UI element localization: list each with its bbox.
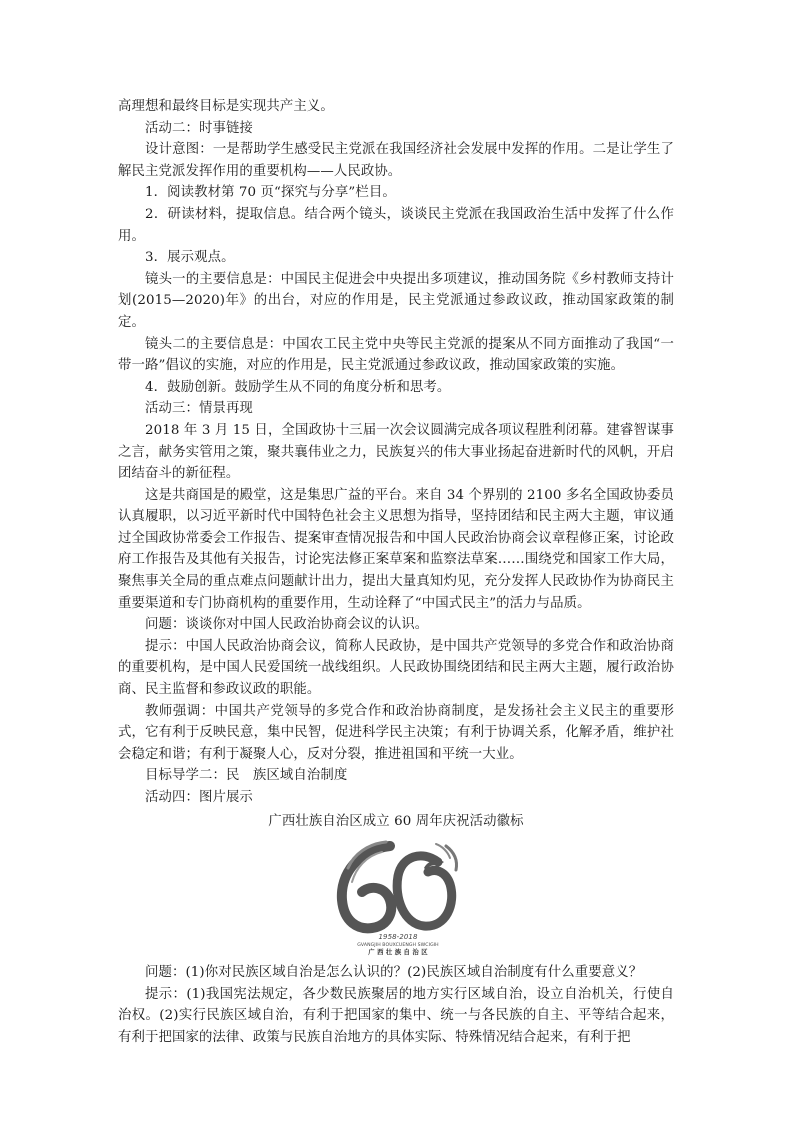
question: 问题：(1)你对民族区域自治是怎么认识的？(2)民族区域自治制度有什么重要意义？: [145, 965, 643, 981]
figure-caption: 广西壮族自治区成立 60 周年庆祝活动徽标: [268, 813, 524, 829]
logo-years: 1958-2018: [378, 933, 418, 942]
teacher-emphasis: 教师强调：中国共产党领导的多党合作和政治协商制度，是发扬社会主义民主的重要形式，它有利于反映民意，集中民智，促进科学民主决策；有利于协调关系，化解矛盾，维护社会稳定和谐；有利于凝聚人心，反对分裂，推进祖国和平统一大业。: [118, 703, 674, 762]
hint: 提示：中国人民政治协商会议，简称人民政协，是中国共产党领导的多党合作和政治协商的重要机构，是中国人民爱国统一战线组织。人民政协围绕团结和民主两大主题，履行政治协商、民主监督和参政议政的职能。: [118, 638, 674, 698]
paragraph: 2018 年 3 月 15 日，全国政协十三届一次会议圆满完成各项议程胜利闭幕。建睿智谋事之言，献务实管用之策，聚共襄伟业之力，民族复兴的伟大事业扬起奋进新时代的风帆，开启团结奋斗的新征程。: [118, 422, 674, 482]
activity-heading: 活动四：图片展示: [145, 790, 253, 805]
paragraph: 高理想和最终目标是实现共产主义。: [118, 99, 334, 114]
document-body: [118, 96, 674, 1049]
list-item: 1．阅读教材第 70 页“探究与分享”栏目。: [145, 185, 396, 201]
list-item: 2．研读材料，提取信息。结合两个镜头，谈谈民主党派在我国政治生活中发挥了什么作用。: [118, 206, 674, 244]
paragraph: 镜头一的主要信息是：中国民主促进会中央提出多项建议，推动国务院《乡村教师支持计划(2015—2020)年》的出台，对应的作用是，民主党派通过参政议政，推动国家政策的制定。: [118, 271, 674, 330]
question: 问题：谈谈你对中国人民政治协商会议的认识。: [145, 617, 429, 633]
section-heading: 目标导学二：民 族区域自治制度: [145, 768, 348, 784]
list-item: 4．鼓励创新。鼓励学生从不同的角度分析和思考。: [145, 379, 451, 395]
paragraph: 这是共商国是的殿堂，这是集思广益的平台。来自 34 个界别的 2100 多名全国政协委员认真履职，以习近平新时代中国特色社会主义思想为指导，坚持团结和民主两大主题，审议通过全国政协常委会工作报告、提案审查情况报告和中国人民政治协商会议章程修正案，讨论政府工作报告及其他有关报告，讨论宪法修正案草案和监察法草案……围绕党和国家工作大局，聚焦事关全局的重点难点问题献计出力，提出大量真知灼见，充分发挥人民政协作为协商民主重要渠道和专门协商机构的重要作用，生动诠释了“中国式民主”的活力与品质。: [118, 487, 674, 611]
anniversary-logo: [328, 838, 468, 956]
figure: [118, 834, 674, 958]
logo-zhuang-text: GVANGJIH BOUXCUENGH SWCIGIH: [357, 943, 439, 949]
paragraph: 镜头二的主要信息是：中国农工民主党中央等民主党派的提案从不同方面推动了我国“一带一路”倡议的实施，对应的作用是，民主党派通过参政议政，推动国家政策的实施。: [118, 336, 674, 374]
hint: 提示：(1)我国宪法规定，各少数民族聚居的地方实行区域自治，设立自治机关，行使自治权。(2)实行民族区域自治，有利于把国家的集中、统一与各民族的自主、平等结合起来，有利于把国家的法律、政策与民族自治地方的具体实际、特殊情况结合起来，有利于把: [118, 986, 674, 1045]
logo-chinese-text: 广 西 壮 族 自 治 区: [368, 948, 428, 957]
list-item: 3．展示观点。: [145, 250, 235, 266]
activity-heading: 活动二：时事链接: [145, 120, 253, 136]
paragraph: 设计意图：一是帮助学生感受民主党派在我国经济社会发展中发挥的作用。二是让学生了解民主党派发挥作用的重要机构——人民政协。: [118, 142, 674, 179]
activity-heading: 活动三：情景再现: [145, 401, 253, 417]
